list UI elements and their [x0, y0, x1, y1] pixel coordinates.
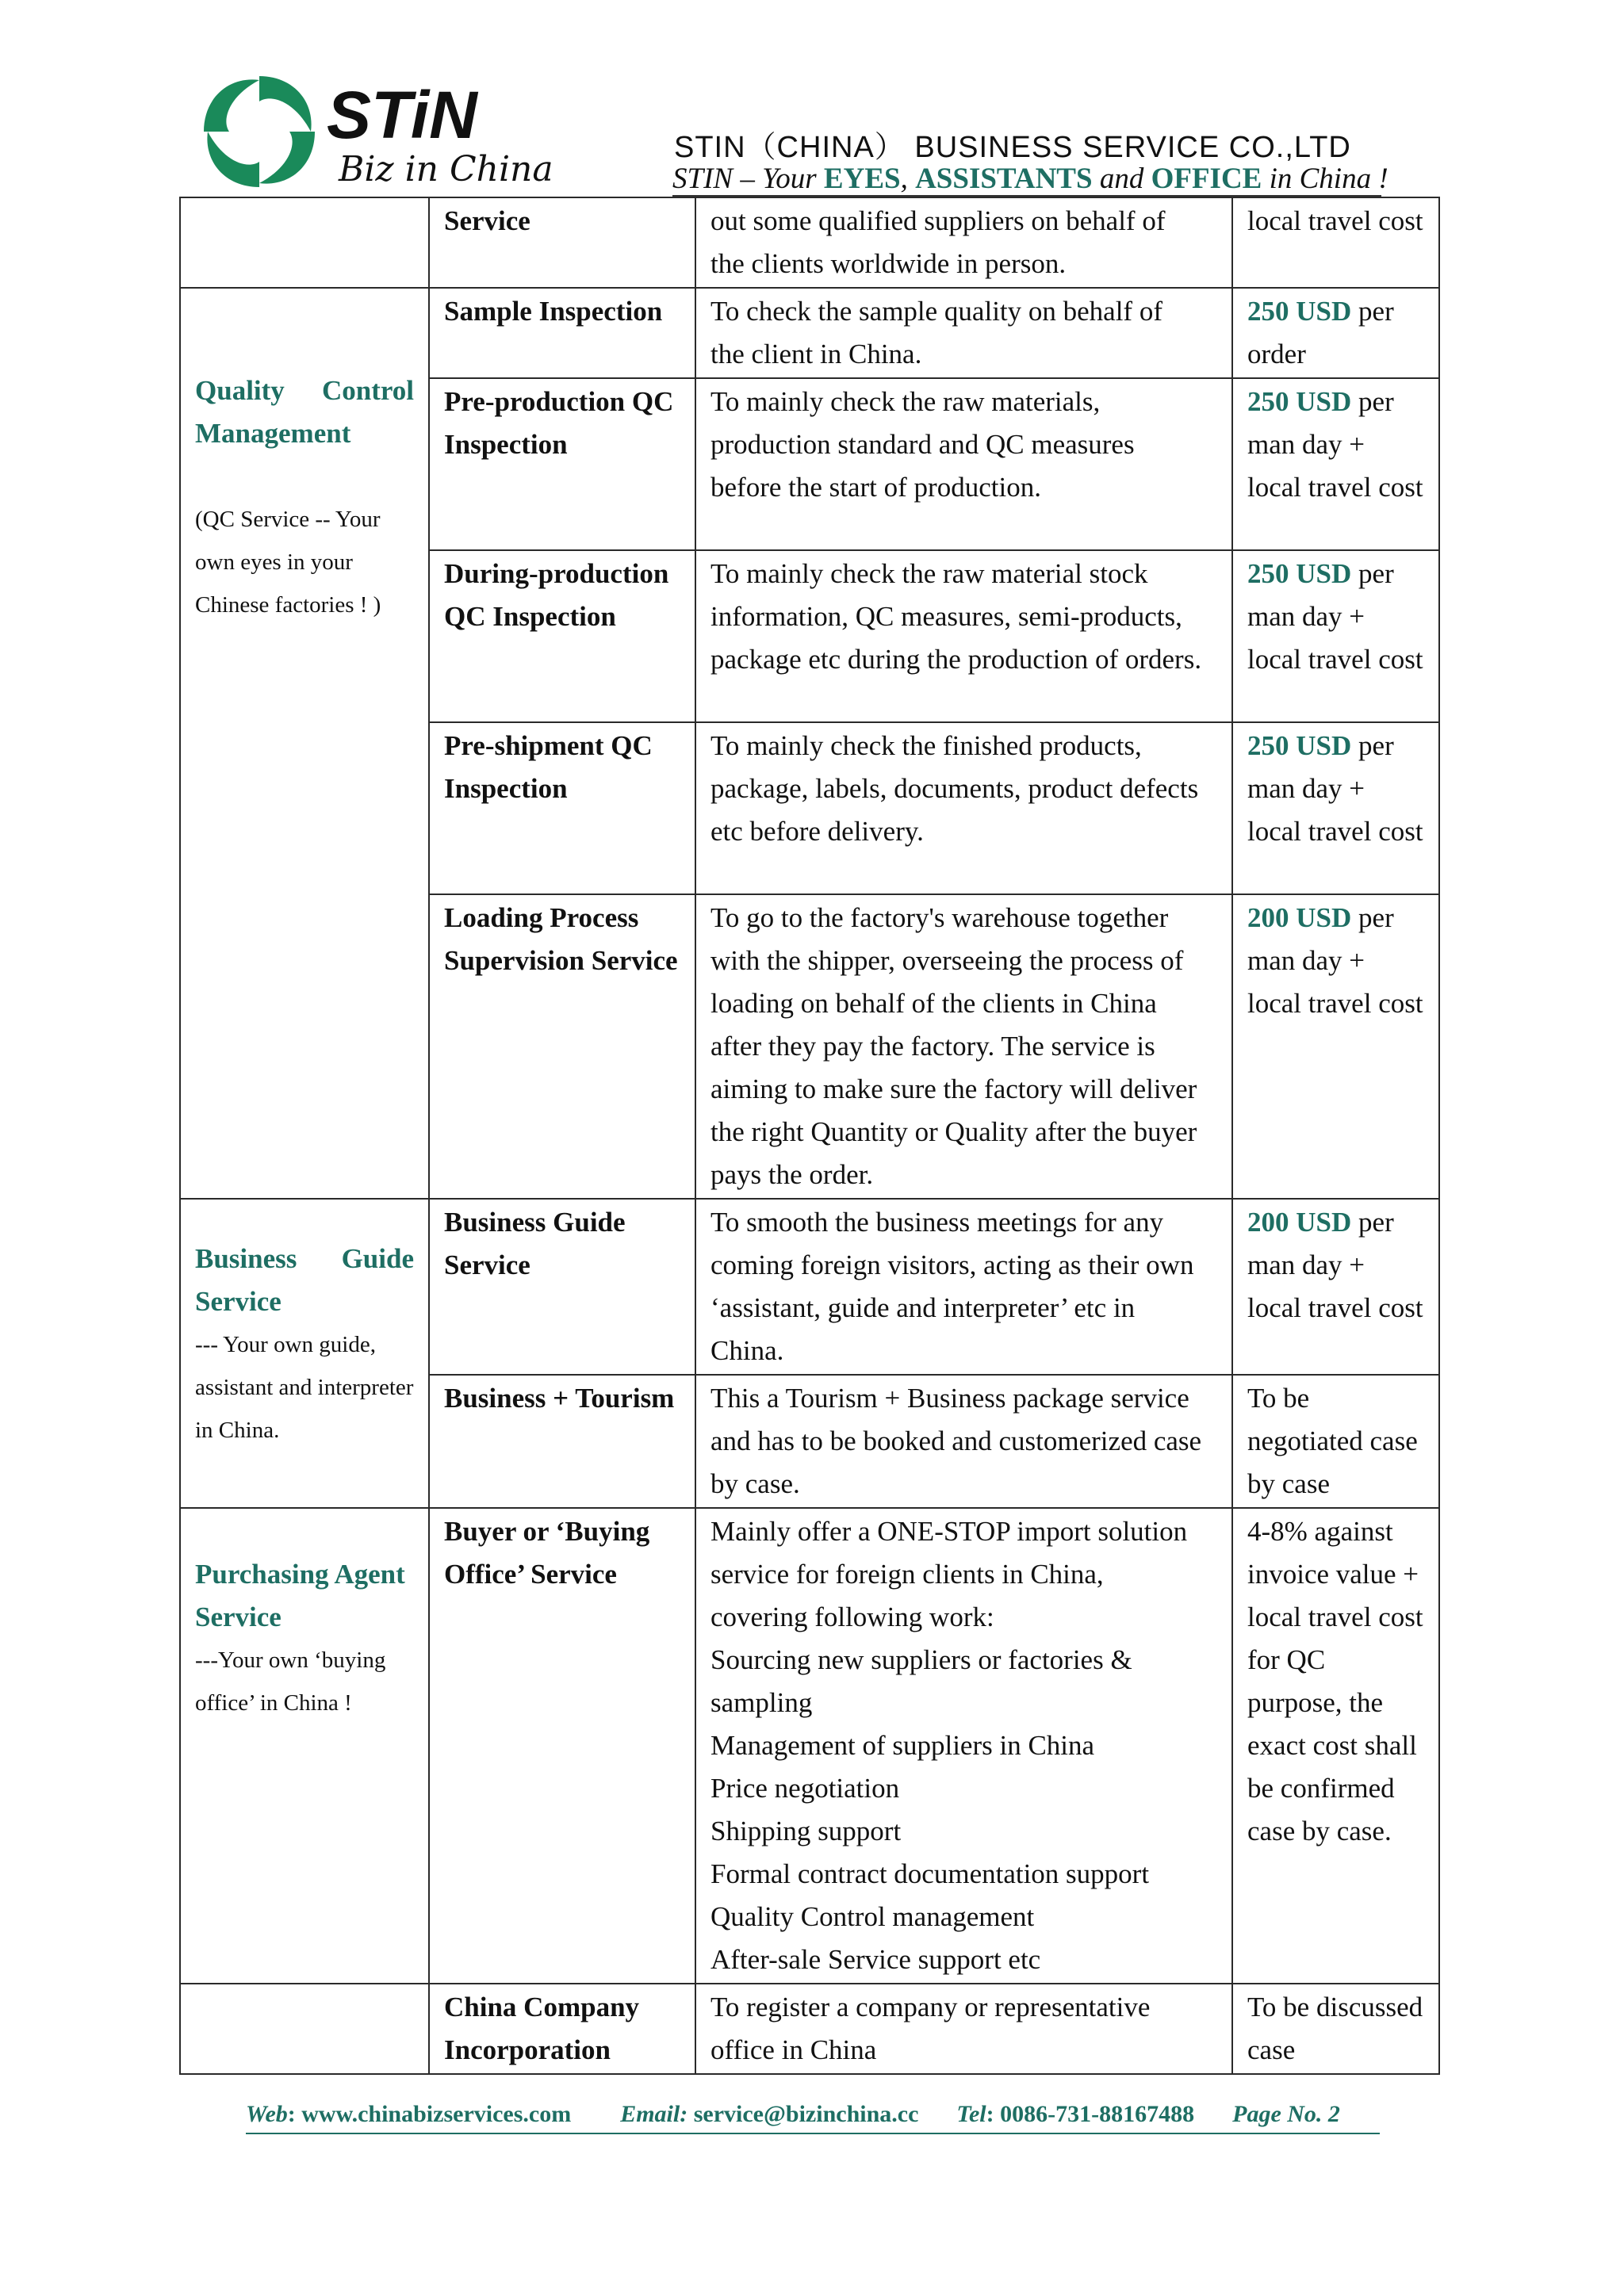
tagline: [672, 162, 1388, 196]
footer-web: [246, 2101, 571, 2128]
price-terms: per order: [1247, 296, 1394, 369]
table-row: [180, 288, 1439, 378]
description-line: the clients worldwide in person.: [710, 248, 1067, 279]
description-line: Price negotiation: [710, 1773, 900, 1804]
company-name: STIN（CHINA） BUSINESS SERVICE CO.,LTD: [674, 131, 1351, 164]
description-line: out some qualified suppliers on behalf of: [710, 205, 1166, 236]
footer-tel-label: Tel: [956, 2101, 986, 2127]
service-price: [1232, 722, 1439, 894]
price-amount: 250 USD: [1247, 558, 1352, 589]
service-price: [1232, 1199, 1439, 1375]
description-line: To mainly check the raw material stock: [710, 558, 1148, 589]
description-line: Management of suppliers in China: [710, 1730, 1095, 1761]
service-price: 4-8% against invoice value + local travel cost for QC purpose, the exact cost shall be confirmed case by case.: [1232, 1508, 1439, 1984]
tagline-eyes: EYES: [823, 163, 901, 195]
service-name: Service: [429, 197, 695, 288]
category-cell-empty: [180, 1984, 429, 2074]
footer-email-label: Email:: [620, 2101, 688, 2127]
price-terms: per man day + local travel cost: [1247, 1207, 1423, 1323]
description-line: ‘assistant, guide and interpreter’ etc in: [710, 1292, 1136, 1323]
footer-tel-value: : 0086-731-88167488: [986, 2101, 1195, 2127]
category-title: Business Guide: [195, 1243, 414, 1274]
description-line: package, labels, documents, product defects: [710, 773, 1199, 804]
tagline-sep: ,: [900, 163, 916, 195]
service-price: [1232, 378, 1439, 550]
service-description: [695, 550, 1232, 722]
description-line: etc before delivery.: [710, 816, 924, 847]
category-quality-control: [180, 288, 429, 1199]
description-line: before the start of production.: [710, 472, 1041, 503]
service-price: [1232, 550, 1439, 722]
description-line: with the shipper, overseeing the process of: [710, 945, 1184, 976]
category-business-guide: [180, 1199, 429, 1508]
description-line: aiming to make sure the factory will deliver: [710, 1073, 1197, 1104]
description-line: This a Tourism + Business package service: [710, 1383, 1189, 1414]
description-line: To check the sample quality on behalf of: [710, 296, 1162, 327]
description-line: service for foreign clients in China,: [710, 1559, 1104, 1590]
table-row: [180, 1984, 1439, 2074]
category-title: Quality Control: [195, 375, 414, 406]
service-description: [695, 378, 1232, 550]
description-line: Mainly offer a ONE-STOP import solution: [710, 1516, 1188, 1547]
tagline-text: STIN – Your: [672, 163, 824, 195]
category-note: (QC Service -- Your own eyes in your Chinese factories ! ): [195, 507, 381, 618]
description-line: covering following work:: [710, 1601, 994, 1632]
footer-web-label: Web: [246, 2101, 288, 2127]
page-footer: [246, 2101, 1380, 2128]
service-price: To be discussed case: [1232, 1984, 1439, 2074]
description-line: Formal contract documentation support: [710, 1858, 1150, 1889]
description-line: To go to the factory's warehouse together: [710, 902, 1169, 933]
price-amount: 200 USD: [1247, 902, 1352, 933]
description-line: pays the order.: [710, 1159, 874, 1190]
service-name: Loading Process Supervision Service: [429, 894, 695, 1199]
service-name: Business + Tourism: [429, 1375, 695, 1508]
table-row: [180, 1508, 1439, 1984]
service-price: [1232, 894, 1439, 1199]
footer-email-link[interactable]: service@bizinchina.cc: [688, 2101, 919, 2127]
description-line: Shipping support: [710, 1816, 902, 1846]
tagline-office: OFFICE: [1151, 163, 1262, 195]
description-line: and has to be booked and customerized case: [710, 1425, 1202, 1456]
description-line: information, QC measures, semi-products,: [710, 601, 1182, 632]
description-line: To register a company or representative: [710, 1992, 1151, 2022]
logo-wordmark: STiN: [327, 78, 477, 152]
page-number: Page No. 2: [1232, 2101, 1340, 2127]
service-description: [695, 1508, 1232, 1984]
service-description: [695, 288, 1232, 378]
footer-web-link[interactable]: : www.chinabizservices.com: [287, 2101, 572, 2127]
category-note: --- Your own guide, assistant and interpreter in China.: [195, 1332, 414, 1443]
description-line: After-sale Service support etc: [710, 1944, 1041, 1975]
category-purchasing-agent: [180, 1508, 429, 1984]
price-terms: per man day + local travel cost: [1247, 386, 1423, 503]
tagline-and: and: [1092, 163, 1151, 195]
description-line: package etc during the production of orders.: [710, 644, 1202, 675]
description-line: coming foreign visitors, acting as their own: [710, 1249, 1194, 1280]
stin-logo: [200, 70, 573, 197]
service-price: [1232, 288, 1439, 378]
description-line: production standard and QC measures: [710, 429, 1135, 460]
price-amount: 250 USD: [1247, 296, 1352, 327]
description-line: by case.: [710, 1468, 800, 1499]
description-line: Sourcing new suppliers or factories &: [710, 1644, 1132, 1675]
description-line: after they pay the factory. The service is: [710, 1031, 1155, 1062]
tagline-end: in China !: [1262, 163, 1388, 195]
description-line: To mainly check the finished products,: [710, 730, 1142, 761]
service-name: Business Guide Service: [429, 1199, 695, 1375]
price-amount: 200 USD: [1247, 1207, 1352, 1238]
description-line: sampling: [710, 1687, 813, 1718]
service-description: [695, 1984, 1232, 2074]
category-title: Purchasing Agent: [195, 1559, 405, 1590]
service-name: Pre-production QC Inspection: [429, 378, 695, 550]
description-line: China.: [710, 1335, 784, 1366]
service-price: local travel cost: [1232, 197, 1439, 288]
logo-subtext: Biz in China: [339, 149, 553, 189]
price-amount: 250 USD: [1247, 386, 1352, 417]
description-line: To mainly check the raw materials,: [710, 386, 1101, 417]
swirl-logo-icon: [204, 76, 315, 187]
category-title: Service: [195, 1286, 282, 1317]
price-terms: per man day + local travel cost: [1247, 902, 1423, 1019]
page-header: [0, 0, 1624, 198]
description-line: To smooth the business meetings for any: [710, 1207, 1164, 1238]
service-description: [695, 197, 1232, 288]
service-description: [695, 722, 1232, 894]
footer-tel: [956, 2101, 1194, 2128]
category-title: Management: [195, 418, 351, 449]
category-cell-empty: [180, 197, 429, 288]
service-name: Sample Inspection: [429, 288, 695, 378]
footer-email: [620, 2101, 918, 2128]
description-line: the right Quantity or Quality after the buyer: [710, 1116, 1197, 1147]
service-name: China Company Incorporation: [429, 1984, 695, 2074]
category-note: ---Your own ‘buying office’ in China !: [195, 1647, 386, 1716]
description-line: office in China: [710, 2034, 877, 2065]
category-title: Service: [195, 1601, 282, 1632]
service-description: [695, 1199, 1232, 1375]
service-name: During-production QC Inspection: [429, 550, 695, 722]
services-table: [179, 197, 1440, 2075]
price-terms: per man day + local travel cost: [1247, 558, 1423, 675]
service-price: To be negotiated case by case: [1232, 1375, 1439, 1508]
table-row: [180, 197, 1439, 288]
description-line: loading on behalf of the clients in China: [710, 988, 1157, 1019]
tagline-assistants: ASSISTANTS: [915, 163, 1093, 195]
service-description: [695, 894, 1232, 1199]
service-name: Buyer or ‘Buying Office’ Service: [429, 1508, 695, 1984]
service-description: [695, 1375, 1232, 1508]
footer-underline: [246, 2133, 1380, 2134]
description-line: the client in China.: [710, 339, 922, 369]
service-name: Pre-shipment QC Inspection: [429, 722, 695, 894]
table-row: [180, 1199, 1439, 1375]
price-amount: 250 USD: [1247, 730, 1352, 761]
price-terms: per man day + local travel cost: [1247, 730, 1423, 847]
description-line: Quality Control management: [710, 1901, 1035, 1932]
